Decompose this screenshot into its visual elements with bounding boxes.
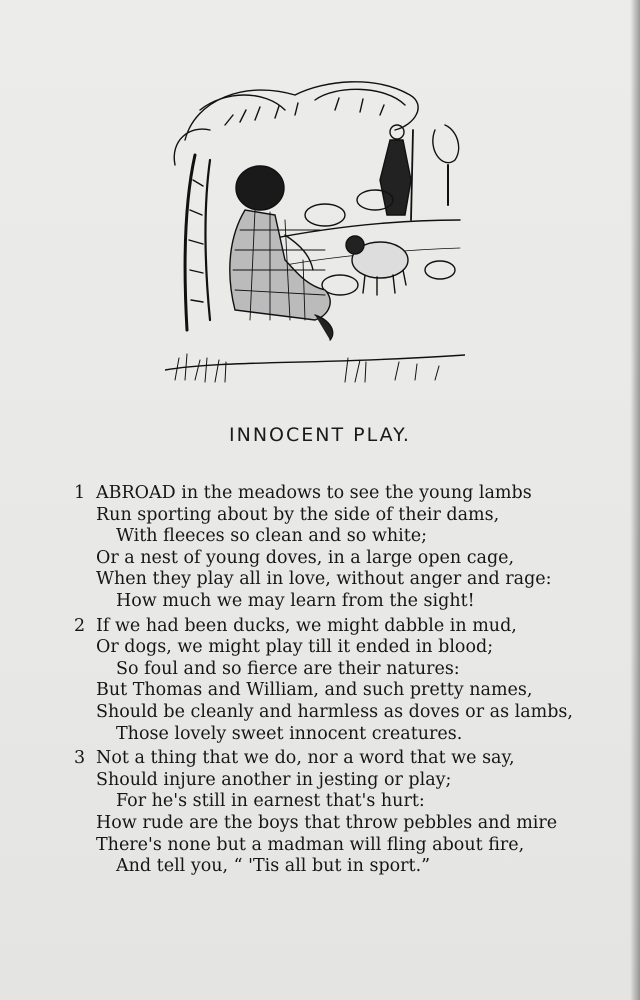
poem-line: Should injure another in jesting or play; bbox=[96, 769, 452, 790]
stanza-3 bbox=[74, 748, 564, 878]
stanza-number: 3 bbox=[74, 748, 86, 769]
stanza-number: 2 bbox=[74, 615, 86, 636]
poem-line: Those lovely sweet innocent creatures. bbox=[116, 723, 463, 744]
poem-line: But Thomas and William, and such pretty names, bbox=[96, 680, 533, 701]
woodcut-illustration bbox=[165, 70, 465, 388]
stanza-number: 1 bbox=[74, 483, 86, 503]
line-text: ABROAD in the meadows to see the young lambs bbox=[96, 483, 532, 503]
line-text: If we had been ducks, we might dabble in mud, bbox=[96, 615, 517, 636]
poem-body bbox=[74, 483, 573, 881]
poem-line: When they play all in love, without anger and rage: bbox=[96, 569, 552, 590]
poem-line: Run sporting about by the side of their dams, bbox=[96, 504, 500, 525]
poem-line: How rude are the boys that throw pebbles and mire bbox=[96, 812, 558, 833]
poem-line: With fleeces so clean and so white; bbox=[116, 526, 428, 547]
poem-line: So foul and so fierce are their natures: bbox=[116, 658, 460, 679]
poem-line: And tell you, “ 'Tis all but in sport.” bbox=[116, 856, 431, 877]
poem-line: Should be cleanly and harmless as doves or as lambs, bbox=[96, 701, 573, 722]
poem-line: For he's still in earnest that's hurt: bbox=[116, 791, 425, 812]
poem-line bbox=[74, 483, 564, 505]
poem-line: Or a nest of young doves, in a large open cage, bbox=[96, 547, 515, 568]
poem-line: How much we may learn from the sight! bbox=[116, 590, 475, 611]
poem-line: Or dogs, we might play till it ended in blood; bbox=[96, 637, 494, 658]
poem-line bbox=[74, 616, 564, 638]
poem-line bbox=[74, 748, 564, 770]
poem-title: INNOCENT PLAY. bbox=[229, 424, 411, 446]
page-edge-shadow bbox=[630, 0, 640, 1000]
poem-line: There's none but a madman will fling about fire, bbox=[96, 834, 525, 855]
line-text: Not a thing that we do, nor a word that we say, bbox=[96, 748, 515, 769]
stanza-1 bbox=[74, 483, 564, 613]
stanza-2 bbox=[74, 615, 573, 746]
